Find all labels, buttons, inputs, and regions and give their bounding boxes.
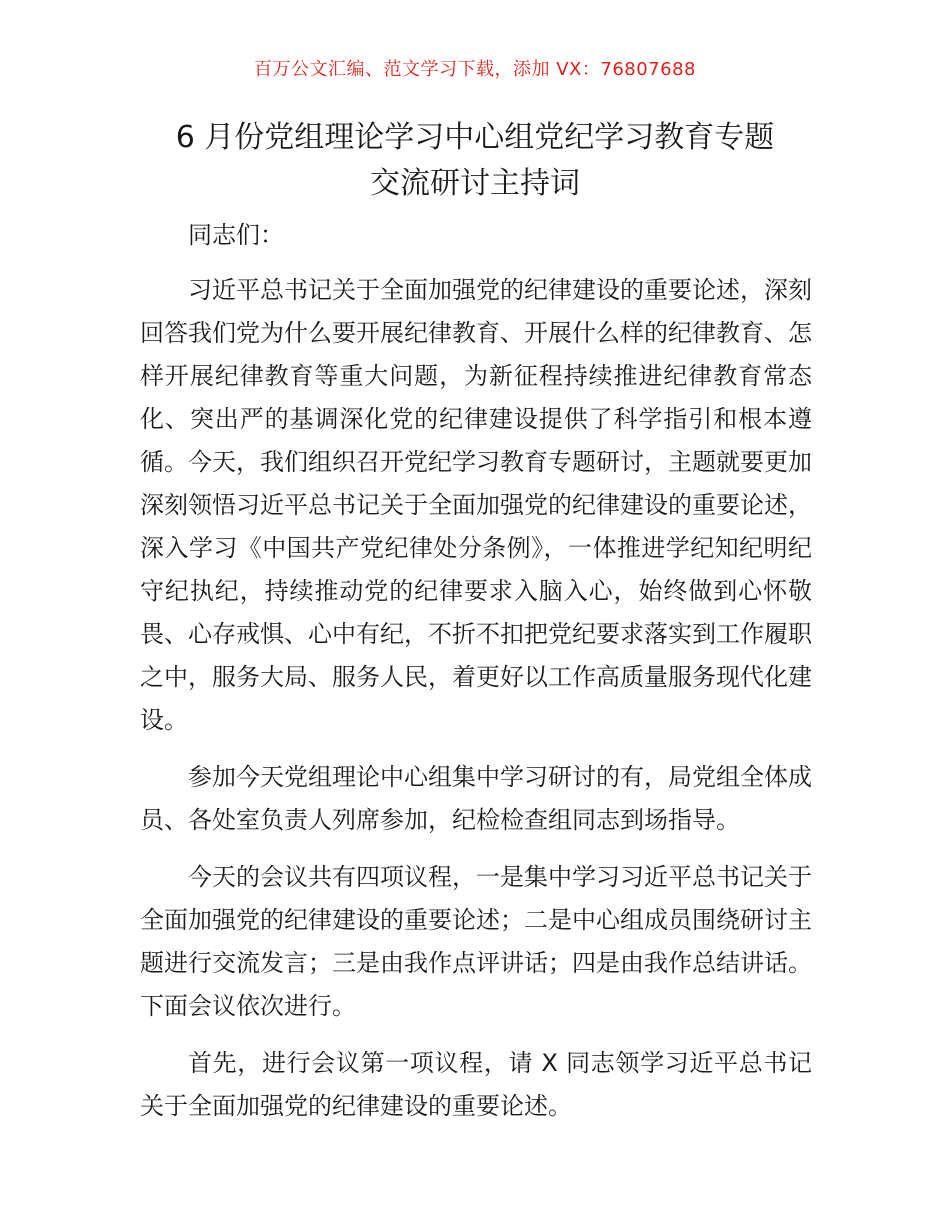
header-promo-note: 百万公文汇编、范文学习下载，添加 VX：76807688: [254, 59, 696, 80]
document-body: [140, 214, 812, 1142]
paragraph-attendees: 参加今天党组理论中心组集中学习研讨的有，局党组全体成员、各处室负责人列席参加，纪检检查组同志到场指导。: [140, 763, 812, 834]
paragraph-intro: 习近平总书记关于全面加强党的纪律建设的重要论述，深刻回答我们党为什么要开展纪律教育、开展什么样的纪律教育、怎样开展纪律教育等重大问题，为新征程持续推进纪律教育常态化、突出严的基调深化党的纪律建设提供了科学指引和根本遵循。今天，我们组织召开党纪学习教育专题研讨，主题就要更加深刻领悟习近平总书记关于全面加强党的纪律建设的重要论述，深入学习《中国共产党纪律处分条例》，一体推进学纪知纪明纪守纪执纪，持续推动党的纪律要求入脑入心，始终做到心怀敬畏、心存戒惧、心中有纪，不折不扣把党纪要求落实到工作履职之中，服务大局、服务人民，着更好以工作高质量服务现代化建设。: [140, 276, 812, 734]
title-line-2: 交流研讨主持词: [370, 166, 580, 201]
salutation: 同志们：: [188, 221, 284, 249]
paragraph-agenda: 今天的会议共有四项议程，一是集中学习习近平总书记关于全面加强党的纪律建设的重要论述；二是中心组成员围绕研讨主题进行交流发言；三是由我作点评讲话；四是由我作总结讲话。下面会议依次进行。: [140, 863, 812, 1020]
paragraph-first-item: 首先，进行会议第一项议程，请 X 同志领学习近平总书记关于全面加强党的纪律建设的重要论述。: [140, 1049, 812, 1120]
title-line-1: 6 月份党组理论学习中心组党纪学习教育专题: [175, 120, 775, 155]
document-title: [100, 115, 850, 207]
